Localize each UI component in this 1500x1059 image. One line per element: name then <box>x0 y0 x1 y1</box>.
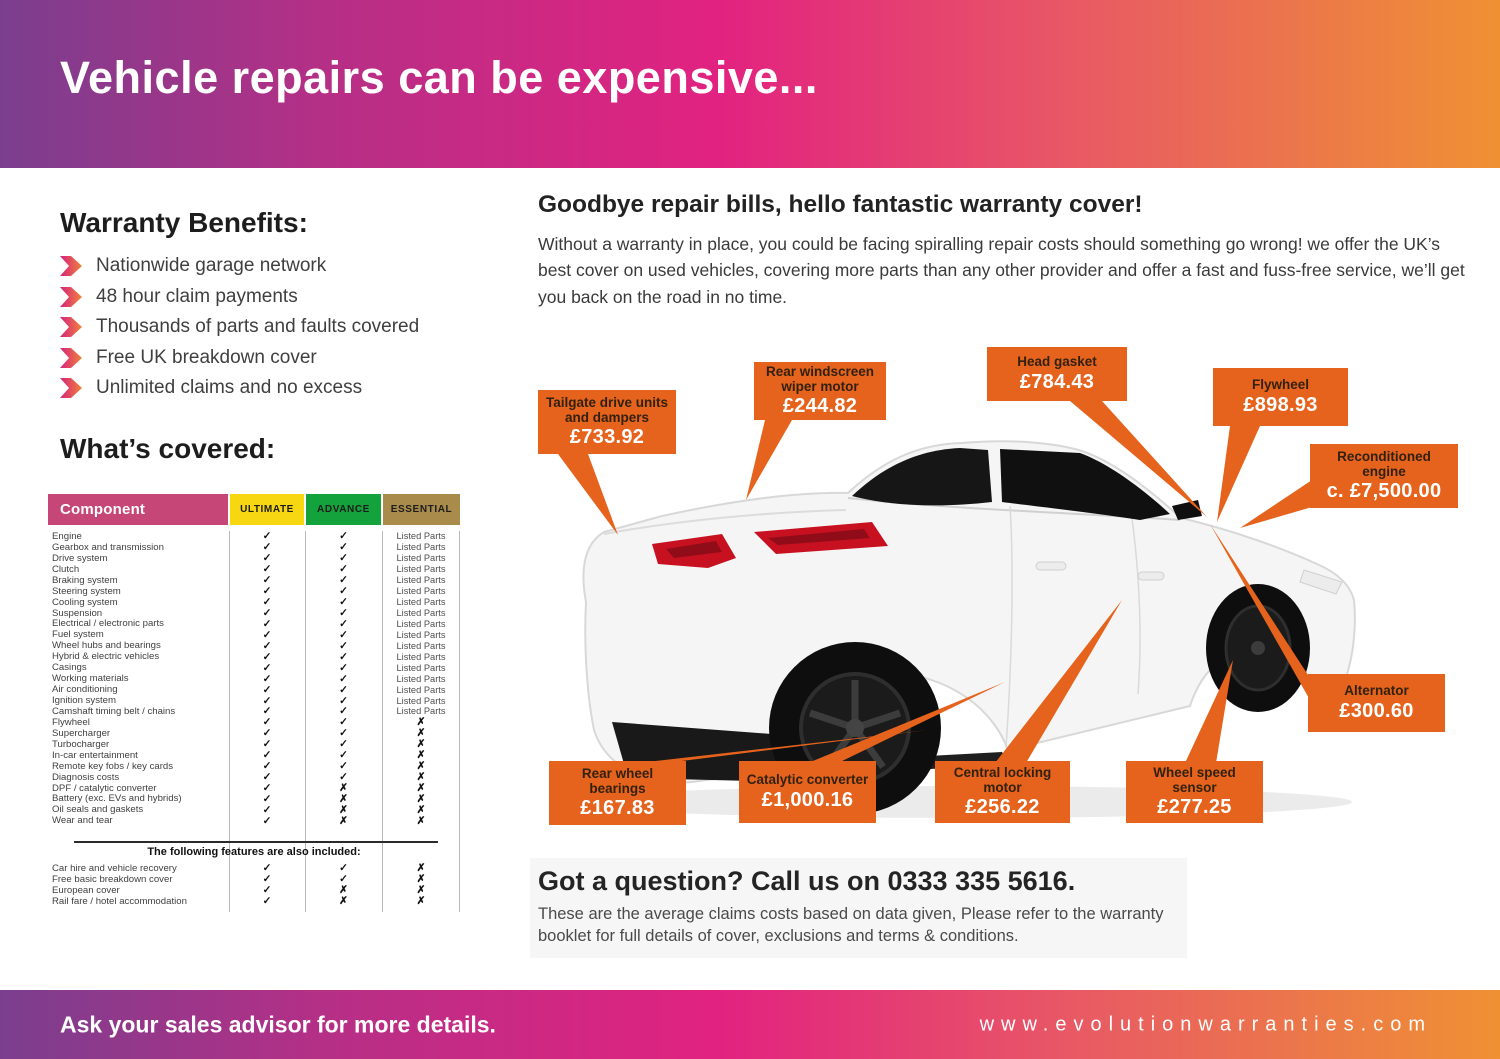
advance-mark: ✓ <box>339 683 348 696</box>
callout-label: Rear wheel bearings <box>581 765 654 796</box>
essential-mark: Listed Parts <box>396 684 446 695</box>
table-row <box>48 575 460 586</box>
table-row <box>48 874 460 885</box>
advance-mark: ✓ <box>339 639 348 652</box>
essential-mark: Listed Parts <box>396 608 446 619</box>
callout <box>987 347 1127 401</box>
table-row <box>48 640 460 651</box>
callout <box>549 761 686 825</box>
ultimate-mark: ✓ <box>262 607 272 620</box>
essential-mark: Listed Parts <box>396 564 446 575</box>
ultimate-mark: ✓ <box>262 672 272 685</box>
callout <box>739 761 876 823</box>
row-label: Casings <box>52 662 87 674</box>
essential-mark: ✗ <box>416 749 426 762</box>
table-row <box>48 651 460 662</box>
table-row <box>48 783 460 794</box>
chevron-arrow-icon <box>60 287 82 307</box>
essential-mark: ✗ <box>416 727 426 740</box>
essential-mark: ✗ <box>416 792 426 805</box>
table-row <box>48 662 460 673</box>
callout-price: £733.92 <box>569 426 645 449</box>
column-header-advance: ADVANCE <box>306 494 381 525</box>
row-label: Supercharger <box>52 727 111 739</box>
table-row <box>48 739 460 750</box>
callout <box>1310 444 1458 508</box>
ultimate-mark: ✓ <box>262 661 272 674</box>
advance-mark: ✓ <box>339 760 348 773</box>
callout <box>1308 674 1445 732</box>
ultimate-mark: ✓ <box>262 792 272 805</box>
promo-heading: Goodbye repair bills, hello fantastic warranty cover! <box>538 191 1143 218</box>
advance-mark: ✓ <box>339 585 348 598</box>
row-label: Gearbox and transmission <box>52 541 164 553</box>
row-label: Car hire and vehicle recovery <box>52 862 177 874</box>
contact-disclaimer: These are the average claims costs based on data given, Please refer to the warranty booklet for full details of cover, exclusions and terms & conditions. <box>538 905 1164 945</box>
table-row <box>48 542 460 553</box>
essential-mark: Listed Parts <box>396 695 446 706</box>
advance-mark: ✓ <box>339 873 348 886</box>
row-label: Flywheel <box>52 716 90 728</box>
advance-mark: ✓ <box>339 628 348 641</box>
advance-mark: ✓ <box>339 530 348 543</box>
table-row <box>48 815 460 826</box>
ultimate-mark: ✓ <box>262 803 272 816</box>
table-row <box>48 564 460 575</box>
table-row <box>48 695 460 706</box>
advance-mark: ✓ <box>339 749 348 762</box>
callout-price: £898.93 <box>1243 393 1318 416</box>
callout-pointer <box>746 420 792 500</box>
row-label: Braking system <box>52 574 118 586</box>
advance-mark: ✓ <box>339 694 348 707</box>
advance-mark: ✓ <box>339 727 348 740</box>
essential-mark: Listed Parts <box>396 597 446 608</box>
essential-mark: Listed Parts <box>396 662 446 673</box>
callout-price: £300.60 <box>1339 699 1414 722</box>
row-label: Turbocharger <box>52 738 110 750</box>
row-label: Wheel hubs and bearings <box>52 640 161 652</box>
coverage-table-header <box>48 494 460 525</box>
table-row <box>48 597 460 608</box>
essential-mark: ✗ <box>416 873 426 886</box>
column-header-component: Component <box>48 494 228 525</box>
table-row <box>48 706 460 717</box>
table-row <box>48 804 460 815</box>
table-row <box>48 794 460 805</box>
row-label: Clutch <box>52 563 80 575</box>
chevron-arrow-icon <box>60 317 82 337</box>
car-scene <box>540 330 1470 855</box>
table-row <box>48 761 460 772</box>
ultimate-mark: ✓ <box>262 749 272 762</box>
essential-mark: ✗ <box>416 814 426 827</box>
ultimate-mark: ✓ <box>262 683 272 696</box>
row-label: Hybrid & electric vehicles <box>52 651 160 663</box>
callout-label: Wheel speed sensor <box>1153 764 1236 795</box>
advance-mark: ✗ <box>339 792 348 805</box>
callout-label: Head gasket <box>1017 354 1097 370</box>
advance-mark: ✗ <box>339 814 348 827</box>
contact-heading: Got a question? Call us on 0333 335 5616. <box>538 866 1076 896</box>
row-label: Remote key fobs / key cards <box>52 760 174 772</box>
ultimate-mark: ✓ <box>262 694 272 707</box>
essential-mark: Listed Parts <box>396 640 446 651</box>
table-row <box>48 629 460 640</box>
callout-label: Rear windscreen wiper motor <box>765 363 875 394</box>
callout <box>754 362 886 420</box>
essential-mark: ✗ <box>416 771 426 784</box>
banner-title: Vehicle repairs can be expensive... <box>60 52 818 103</box>
callout-label: Reconditioned engine <box>1337 448 1431 479</box>
banner <box>0 0 1500 168</box>
features-body <box>48 863 460 907</box>
table-row <box>48 553 460 564</box>
ultimate-mark: ✓ <box>262 895 272 908</box>
table-divider <box>74 841 438 843</box>
ultimate-mark: ✓ <box>262 552 272 565</box>
ultimate-mark: ✓ <box>262 771 272 784</box>
benefit-item <box>60 282 480 313</box>
benefit-item <box>60 312 480 343</box>
advance-mark: ✓ <box>339 661 348 674</box>
advance-mark: ✓ <box>339 596 348 609</box>
table-row <box>48 750 460 761</box>
table-row <box>48 531 460 542</box>
callout-label: Central locking motor <box>953 764 1052 795</box>
essential-mark: ✗ <box>416 760 426 773</box>
row-label: Rail fare / hotel accommodation <box>52 895 187 907</box>
row-label: Battery (exc. EVs and hybrids) <box>52 793 182 805</box>
row-label: Camshaft timing belt / chains <box>52 705 176 717</box>
row-label: Working materials <box>52 673 129 685</box>
row-label: Free basic breakdown cover <box>52 873 173 885</box>
ultimate-mark: ✓ <box>262 530 272 543</box>
ultimate-mark: ✓ <box>262 574 272 587</box>
advance-mark: ✗ <box>339 884 348 897</box>
ultimate-mark: ✓ <box>262 727 272 740</box>
callout-label: Alternator <box>1344 683 1409 699</box>
callout-label: Flywheel <box>1251 377 1310 393</box>
row-label: Fuel system <box>52 629 104 641</box>
advance-mark: ✓ <box>339 563 348 576</box>
table-row <box>48 863 460 874</box>
row-label: Oil seals and gaskets <box>52 804 144 816</box>
ultimate-mark: ✓ <box>262 760 272 773</box>
table-row <box>48 772 460 783</box>
advance-mark: ✓ <box>339 617 348 630</box>
callout-price: £256.22 <box>965 796 1040 819</box>
ultimate-mark: ✓ <box>262 738 272 751</box>
essential-mark: Listed Parts <box>396 618 446 629</box>
essential-mark: Listed Parts <box>396 586 446 597</box>
benefits-list <box>60 251 480 404</box>
essential-mark: Listed Parts <box>396 673 446 684</box>
advance-mark: ✓ <box>339 771 348 784</box>
essential-mark: Listed Parts <box>396 651 446 662</box>
table-row <box>48 684 460 695</box>
column-header-ultimate: ULTIMATE <box>230 494 304 525</box>
column-header-essential: ESSENTIAL <box>383 494 460 525</box>
table-row <box>48 619 460 630</box>
callout-label: Catalytic converter <box>746 772 869 788</box>
essential-mark: Listed Parts <box>396 542 446 553</box>
advance-mark: ✓ <box>339 574 348 587</box>
row-label: Engine <box>52 530 82 542</box>
table-row <box>48 717 460 728</box>
advance-mark: ✗ <box>339 895 348 908</box>
advance-mark: ✓ <box>339 650 348 663</box>
table-row <box>48 728 460 739</box>
callout-price: £1,000.16 <box>761 788 854 811</box>
ultimate-mark: ✓ <box>262 873 272 886</box>
callout <box>935 761 1070 823</box>
advance-mark: ✗ <box>339 803 348 816</box>
benefit-label: Unlimited claims and no excess <box>96 377 363 399</box>
row-label: Wear and tear <box>52 815 113 827</box>
advance-mark: ✓ <box>339 716 348 729</box>
ultimate-mark: ✓ <box>262 541 272 554</box>
callout <box>538 390 676 454</box>
footer-website: www.evolutionwarranties.com <box>979 1013 1432 1035</box>
benefit-label: Free UK breakdown cover <box>96 346 317 368</box>
coverage-table-body <box>48 531 460 826</box>
essential-mark: ✗ <box>416 738 426 751</box>
chevron-arrow-icon <box>60 378 82 398</box>
essential-mark: Listed Parts <box>396 553 446 564</box>
advance-mark: ✓ <box>339 672 348 685</box>
row-label: European cover <box>52 884 120 896</box>
row-label: Diagnosis costs <box>52 771 120 783</box>
ultimate-mark: ✓ <box>262 639 272 652</box>
benefit-item <box>60 343 480 374</box>
ultimate-mark: ✓ <box>262 862 272 875</box>
callout-pointer <box>1240 480 1312 528</box>
chevron-arrow-icon <box>60 256 82 276</box>
row-label: Air conditioning <box>52 684 118 696</box>
essential-mark: Listed Parts <box>396 531 446 542</box>
chevron-arrow-icon <box>60 348 82 368</box>
essential-mark: ✗ <box>416 716 426 729</box>
advance-mark: ✓ <box>339 541 348 554</box>
callout-price: £167.83 <box>580 797 655 820</box>
essential-mark: Listed Parts <box>396 629 446 640</box>
essential-mark: ✗ <box>416 884 426 897</box>
ultimate-mark: ✓ <box>262 884 272 897</box>
advance-mark: ✗ <box>339 782 348 795</box>
callout-price: c. £7,500.00 <box>1326 480 1442 503</box>
row-label: In-car entertainment <box>52 749 138 761</box>
row-label: Steering system <box>52 585 121 597</box>
ultimate-mark: ✓ <box>262 650 272 663</box>
covered-heading: What’s covered: <box>60 433 276 464</box>
table-row <box>48 896 460 907</box>
row-label: DPF / catalytic converter <box>52 782 157 794</box>
ultimate-mark: ✓ <box>262 628 272 641</box>
row-label: Cooling system <box>52 596 118 608</box>
table-row <box>48 608 460 619</box>
table-row <box>48 885 460 896</box>
row-label: Drive system <box>52 552 108 564</box>
advance-mark: ✓ <box>339 552 348 565</box>
benefit-label: Thousands of parts and faults covered <box>96 316 420 338</box>
table-row <box>48 673 460 684</box>
row-label: Electrical / electronic parts <box>52 618 164 630</box>
callout <box>1126 761 1263 823</box>
row-label: Suspension <box>52 607 103 619</box>
promo-body: Without a warranty in place, you could be facing spiralling repair costs should something go wrong! we offer the UK’s best cover on used vehicles, covering more parts than any other provider and offer a fast and fuss-free service, we’ll get you back on the road in no time. <box>538 234 1465 307</box>
ultimate-mark: ✓ <box>262 585 272 598</box>
callout-price: £277.25 <box>1157 796 1232 819</box>
benefit-label: Nationwide garage network <box>96 255 327 277</box>
callout-pointer <box>558 454 618 535</box>
callout-price: £244.82 <box>782 395 858 418</box>
coverage-table <box>48 494 460 918</box>
advance-mark: ✓ <box>339 705 348 718</box>
advance-mark: ✓ <box>339 738 348 751</box>
essential-mark: Listed Parts <box>396 575 446 586</box>
ultimate-mark: ✓ <box>262 814 272 827</box>
benefit-item <box>60 373 480 404</box>
ultimate-mark: ✓ <box>262 782 272 795</box>
table-row <box>48 586 460 597</box>
ultimate-mark: ✓ <box>262 705 272 718</box>
ultimate-mark: ✓ <box>262 596 272 609</box>
ultimate-mark: ✓ <box>262 563 272 576</box>
features-heading: The following features are also included: <box>147 846 361 858</box>
essential-mark: Listed Parts <box>396 706 446 717</box>
callout-label: Tailgate drive units and dampers <box>545 394 669 425</box>
ultimate-mark: ✓ <box>262 617 272 630</box>
callout-pointer <box>1217 426 1260 522</box>
ultimate-mark: ✓ <box>262 716 272 729</box>
footer <box>0 990 1500 1059</box>
callout <box>1213 368 1348 426</box>
essential-mark: ✗ <box>416 782 426 795</box>
footer-left-text: Ask your sales advisor for more details. <box>60 1011 496 1037</box>
essential-mark: ✗ <box>416 803 426 816</box>
advance-mark: ✓ <box>339 607 348 620</box>
row-label: Ignition system <box>52 695 116 707</box>
advance-mark: ✓ <box>339 862 348 875</box>
essential-mark: ✗ <box>416 862 426 875</box>
benefit-label: 48 hour claim payments <box>96 285 298 307</box>
callout-price: £784.43 <box>1019 370 1095 393</box>
essential-mark: ✗ <box>416 895 426 908</box>
benefits-heading: Warranty Benefits: <box>60 207 308 238</box>
benefit-item <box>60 251 480 282</box>
